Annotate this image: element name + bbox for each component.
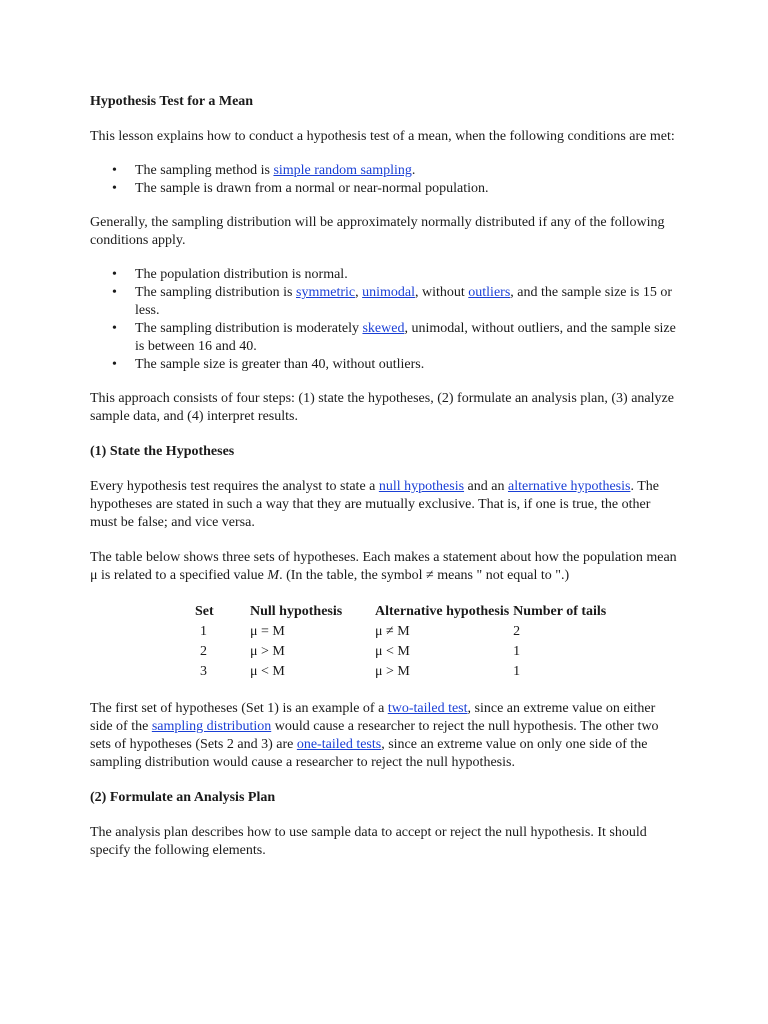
conditions-list <box>90 162 680 198</box>
paragraph-text: Every hypothesis test requires the analyst to state a <box>90 479 379 494</box>
bullet-icon: • <box>112 267 117 282</box>
link-unimodal[interactable]: unimodal <box>362 285 415 300</box>
table-cell: μ > M <box>375 664 410 679</box>
tails-paragraph <box>90 700 680 772</box>
paragraph-text: The first set of hypotheses (Set 1) is an example of a <box>90 701 388 716</box>
paragraph-text: , since an extreme value on only one side of the sampling distribution would cause a researcher to reject the null hypothesis. <box>90 737 648 770</box>
hypotheses-table <box>195 603 610 683</box>
generally-paragraph: Generally, the sampling distribution will be approximately normally distributed if any of the following conditions apply. <box>90 215 665 248</box>
list-item <box>90 284 680 320</box>
link-sampling-distribution[interactable]: sampling distribution <box>151 719 272 734</box>
list-item <box>90 266 680 284</box>
list-item-text: , and the sample size is 15 or less. <box>135 285 673 318</box>
paragraph-text: The table below shows three sets of hypotheses. Each makes a statement about how the population mean μ is related to a specified value <box>90 550 677 583</box>
list-item <box>90 180 680 198</box>
paragraph-text: , since an extreme value on either side of the <box>90 701 656 734</box>
bullet-icon: • <box>112 285 117 300</box>
analysis-plan-paragraph: The analysis plan describes how to use sample data to accept or reject the null hypothesis. It should specify the following elements. <box>90 825 647 858</box>
link-one-tailed-tests[interactable]: one-tailed tests <box>296 737 382 752</box>
table-cell: μ < M <box>250 664 285 679</box>
list-item-text: The sampling distribution is <box>135 285 296 300</box>
section-heading-analysis-plan: (2) Formulate an Analysis Plan <box>90 790 276 805</box>
list-item-text: . <box>411 163 416 178</box>
intro-paragraph <box>90 128 680 146</box>
link-alternative-hypothesis[interactable]: alternative hypothesis <box>507 479 631 494</box>
intro-text: This lesson explains how to conduct a hypothesis test of a mean, when the following conditions are met: <box>90 129 675 144</box>
list-item-text: , without <box>415 285 469 300</box>
symbol-m: M <box>267 568 280 583</box>
table-cell: 1 <box>513 664 521 679</box>
table-row <box>195 663 610 683</box>
table-row <box>195 643 610 663</box>
list-item-text: , unimodal, without outliers, and the sample size is between 16 and 40. <box>135 321 676 354</box>
bullet-icon: • <box>112 181 117 196</box>
hypotheses-paragraph <box>90 478 680 532</box>
paragraph-text: and an <box>464 479 508 494</box>
table-cell: 2 <box>200 644 207 659</box>
page-title: Hypothesis Test for a Mean <box>90 94 254 109</box>
distribution-conditions-list <box>90 266 680 374</box>
list-item-text: , <box>355 285 363 300</box>
link-outliers[interactable]: outliers <box>468 285 511 300</box>
bullet-icon: • <box>112 321 117 336</box>
list-item <box>90 162 680 180</box>
table-cell: 3 <box>200 664 207 679</box>
link-skewed[interactable]: skewed <box>362 321 405 336</box>
paragraph-text: . The hypotheses are stated in such a way that they are mutually exclusive. That is, if one is true, the other must be false; and vice versa. <box>90 479 659 530</box>
table-cell: 1 <box>513 644 521 659</box>
paragraph-text: would cause a researcher to reject the null hypothesis. The other two sets of hypotheses (Sets 2 and 3) are <box>90 719 659 752</box>
table-header-row <box>195 603 610 623</box>
list-item-text: The population distribution is normal. <box>135 267 348 282</box>
list-item-text: The sampling distribution is moderately <box>135 321 363 336</box>
table-cell: μ = M <box>250 624 285 639</box>
table-cell: μ ≠ M <box>375 624 410 639</box>
bullet-icon: • <box>112 163 117 178</box>
table-cell: 2 <box>513 624 521 639</box>
header-number-of-tails: Number of tails <box>513 604 607 619</box>
list-item-text: The sample size is greater than 40, without outliers. <box>135 357 425 372</box>
document-content <box>90 93 680 860</box>
link-simple-random-sampling[interactable]: simple random sampling <box>273 163 412 178</box>
link-symmetric[interactable]: symmetric <box>296 285 356 300</box>
list-item <box>90 356 680 374</box>
paragraph-text: . (In the table, the symbol ≠ means " not equal to ".) <box>279 568 570 583</box>
table-row <box>195 623 610 643</box>
link-null-hypothesis[interactable]: null hypothesis <box>378 479 465 494</box>
table-intro-paragraph <box>90 549 680 585</box>
header-alternative-hypothesis: Alternative hypothesis <box>375 604 510 619</box>
table-cell <box>250 643 375 663</box>
section-heading-state-hypotheses: (1) State the Hypotheses <box>90 444 235 459</box>
list-item-text: The sample is drawn from a normal or near-normal population. <box>135 181 489 196</box>
link-two-tailed-test[interactable]: two-tailed test <box>387 701 468 716</box>
list-item-text: The sampling method is <box>135 163 274 178</box>
bullet-icon: • <box>112 357 117 372</box>
table-cell: μ < M <box>375 644 410 659</box>
header-null-hypothesis: Null hypothesis <box>250 604 343 619</box>
list-item <box>90 320 680 356</box>
cell-text: μ > M <box>250 644 285 659</box>
table-cell: 1 <box>200 624 207 639</box>
approach-paragraph: This approach consists of four steps: (1) state the hypotheses, (2) formulate an analysis plan, (3) analyze sample data, and (4) interpret results. <box>90 391 674 424</box>
header-set: Set <box>195 604 214 619</box>
